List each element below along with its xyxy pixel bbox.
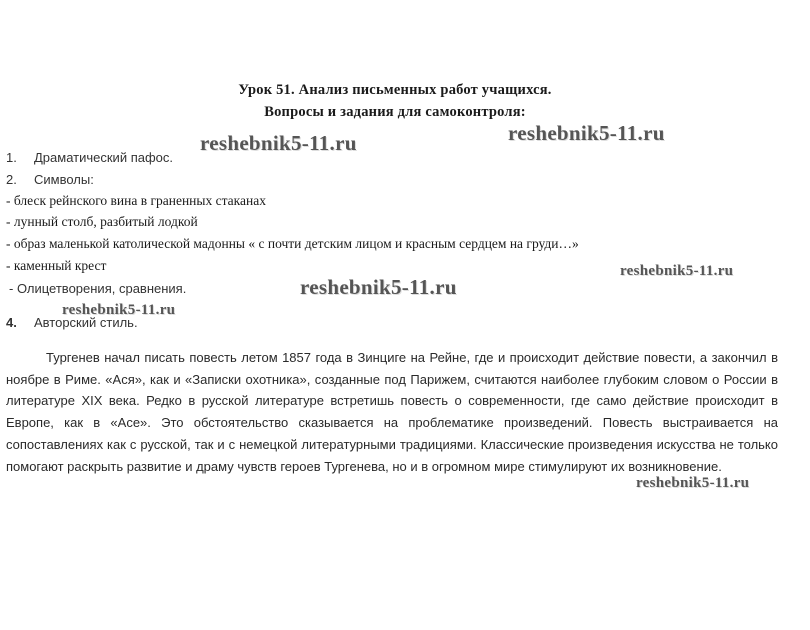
- watermark: reshebnik5-11.ru: [508, 121, 665, 145]
- symbol-item: - образ маленькой католической мадонны « с почти детским лицом и красным сердцем на груди…»: [6, 236, 579, 251]
- item-4-text: Авторский стиль.: [34, 315, 138, 330]
- item-2-text: Символы:: [34, 172, 94, 187]
- symbol-item: - лунный столб, разбитый лодкой: [6, 214, 198, 229]
- item-1-number: 1.: [6, 150, 17, 165]
- item-1-text: Драматический пафос.: [34, 150, 173, 165]
- questions-heading: Вопросы и задания для самоконтроля:: [264, 104, 526, 120]
- item-4-number: 4.: [6, 315, 17, 330]
- item-3: - Олицетворения, сравнения.: [9, 281, 187, 296]
- watermark: reshebnik5-11.ru: [620, 263, 734, 279]
- watermark: reshebnik5-11.ru: [200, 131, 357, 155]
- item-2-number: 2.: [6, 172, 17, 187]
- symbol-item: - каменный крест: [6, 258, 107, 273]
- symbol-item: - блеск рейнского вина в граненных стаканах: [6, 193, 266, 208]
- item-1: [6, 150, 173, 165]
- item-2: [6, 172, 94, 187]
- watermark: reshebnik5-11.ru: [300, 275, 457, 299]
- watermark: reshebnik5-11.ru: [62, 302, 176, 318]
- analysis-paragraph: Тургенев начал писать повесть летом 1857 года в Зинциге на Рейне, где и происходит действие повести, а закончил в ноябре в Риме. «Ася», как и «Записки охотника», созданные под Парижем, считаются наиболее глубоким словом о России в литературе XIX века. Редко в русской литературе встретишь повесть о современности, где само действие происходит в Европе, как в «Асе». Это обстоятельство сказывается на проблематике произведений. Повесть выстраивается на сопоставлениях как с русской, так и с немецкой литературными традициями. Классические произведения искусства не только помогают раскрыть развитие и драму чувств героев Тургенева, но и в огромном мире стимулируют их возникновение.: [6, 350, 778, 474]
- lesson-title: Урок 51. Анализ письменных работ учащихся.: [238, 82, 552, 98]
- watermark: reshebnik5-11.ru: [636, 475, 750, 491]
